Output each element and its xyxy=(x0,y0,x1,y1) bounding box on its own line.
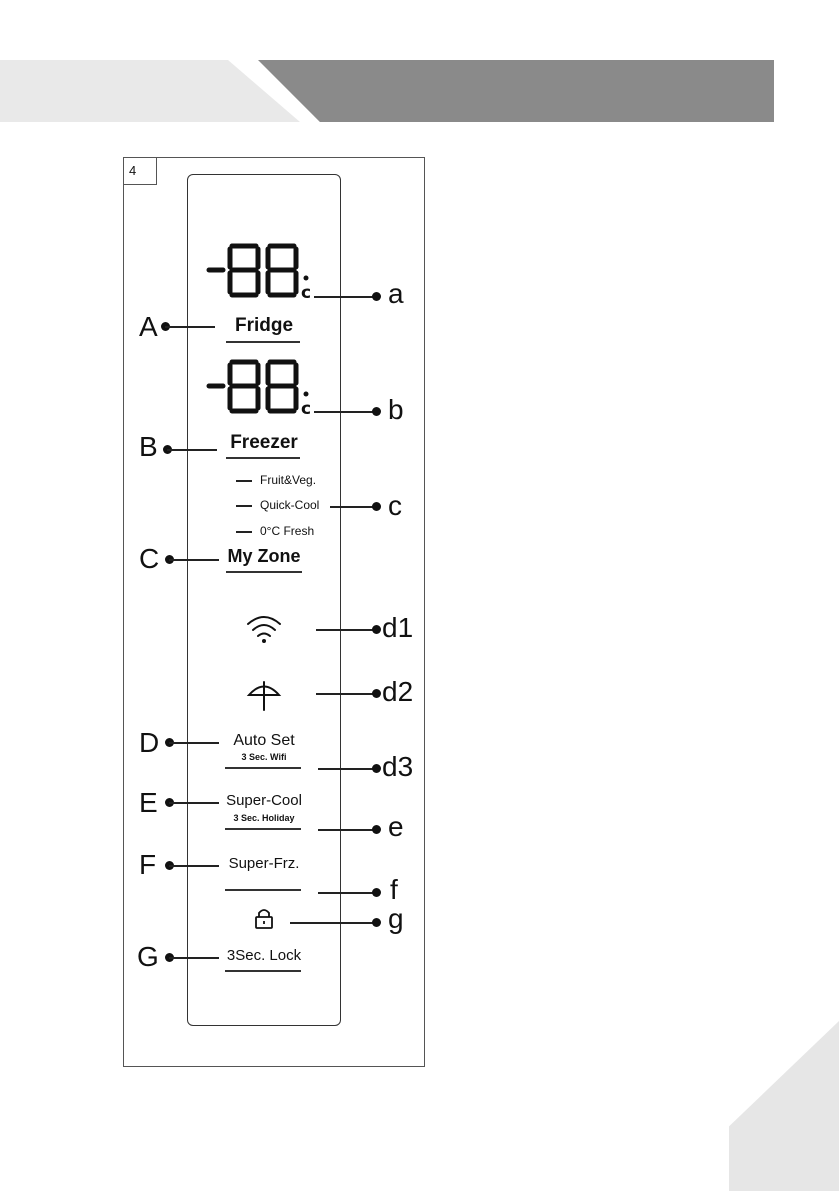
callout-d2: d2 xyxy=(382,676,414,707)
callout-C-line xyxy=(169,559,219,561)
callout-F-line xyxy=(169,865,219,867)
freezer-label: Freezer xyxy=(230,432,298,453)
zone-item-fresh: 0°C Fresh xyxy=(236,524,314,538)
callout-d1: d1 xyxy=(382,612,414,643)
fridge-temp-display xyxy=(205,242,317,302)
callout-e: e xyxy=(388,811,404,842)
callout-E: E xyxy=(139,787,158,818)
wifi-icon xyxy=(244,612,284,644)
fridge-underline xyxy=(226,341,300,343)
callout-d2-dot xyxy=(372,689,381,698)
callout-g: g xyxy=(388,903,404,934)
callout-F: F xyxy=(139,849,157,880)
callout-c: c xyxy=(388,490,402,521)
my-zone-underline xyxy=(226,571,302,573)
callout-e-dot xyxy=(372,825,381,834)
callout-c-dot xyxy=(372,502,381,511)
callout-e-line xyxy=(318,829,374,831)
callout-C: C xyxy=(139,543,160,574)
super-cool-sublabel: 3 Sec. Holiday xyxy=(233,813,295,823)
callout-a-line xyxy=(314,296,374,298)
callout-d3: d3 xyxy=(382,751,414,782)
auto-set-label: Auto Set xyxy=(233,732,295,749)
callout-a-dot xyxy=(372,292,381,301)
callout-B: B xyxy=(139,431,158,462)
page-corner-decoration xyxy=(729,1021,839,1191)
figure-number: 4 xyxy=(123,157,157,185)
header-band-light xyxy=(0,60,300,122)
super-cool-label: Super-Cool xyxy=(226,792,302,809)
auto-set-sublabel: 3 Sec. Wifi xyxy=(241,752,287,762)
callout-f-line xyxy=(318,892,374,894)
callout-A: A xyxy=(139,311,158,342)
callout-A-line xyxy=(165,326,215,328)
callout-G: G xyxy=(137,941,159,972)
callout-b-line xyxy=(314,411,374,413)
callout-E-line xyxy=(169,802,219,804)
callout-a: a xyxy=(388,278,404,309)
callout-B-line xyxy=(167,449,217,451)
zone-item-quick-cool: Quick-Cool xyxy=(236,498,319,512)
super-frz-label: Super-Frz. xyxy=(228,855,300,872)
fridge-label: Fridge xyxy=(234,315,294,336)
callout-f-dot xyxy=(372,888,381,897)
fridge-unit: c xyxy=(301,283,312,302)
callout-D: D xyxy=(139,727,160,758)
super-cool-underline xyxy=(225,828,301,830)
callout-d3-dot xyxy=(372,764,381,773)
header-band-dark xyxy=(258,60,774,122)
callout-c-line xyxy=(330,506,374,508)
freezer-underline xyxy=(226,457,300,459)
lock-underline xyxy=(225,970,301,972)
lock-icon xyxy=(253,906,275,930)
my-zone-label: My Zone xyxy=(227,546,301,566)
callout-d3-line xyxy=(318,768,374,770)
callout-b-dot xyxy=(372,407,381,416)
callout-D-line xyxy=(169,742,219,744)
callout-f: f xyxy=(390,874,398,905)
callout-g-dot xyxy=(372,918,381,927)
auto-set-underline xyxy=(225,767,301,769)
freezer-unit: c xyxy=(301,399,312,418)
callout-g-line xyxy=(290,922,374,924)
callout-G-line xyxy=(169,957,219,959)
freezer-temp-display xyxy=(205,358,317,418)
zone-item-fruit-veg: Fruit&Veg. xyxy=(236,473,316,487)
callout-b: b xyxy=(388,394,404,425)
callout-d1-line xyxy=(316,629,374,631)
callout-d1-dot xyxy=(372,625,381,634)
lock-label: 3Sec. Lock xyxy=(226,947,302,964)
super-frz-underline xyxy=(225,889,301,891)
callout-d2-line xyxy=(316,693,374,695)
holiday-umbrella-icon xyxy=(246,678,282,712)
